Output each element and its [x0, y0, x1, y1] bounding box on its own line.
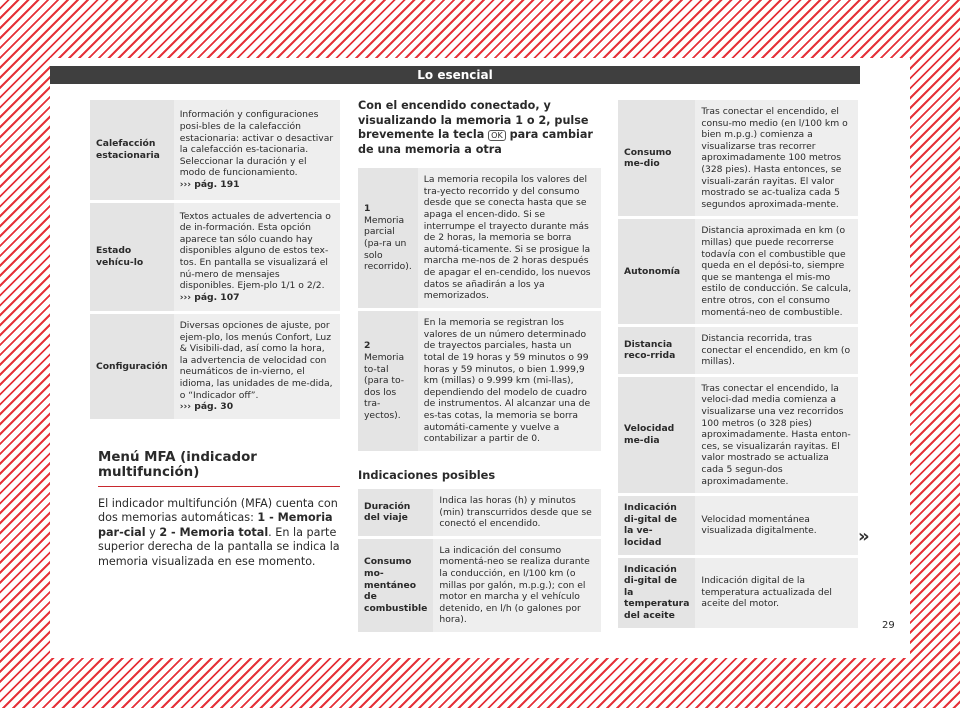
continue-arrow-icon: » [858, 526, 870, 547]
row-text: Diversas opciones de ajuste, por ejem-plo, los menús Confort, Luz & Visibili-dad, así como la hora, la advertencia de velocidad con neumáticos de in-vierno, el idioma, las unidades de me-dida, o “Indicador off”. ››› pág. 30 [174, 314, 340, 419]
row-key: Duración del viaje [358, 489, 433, 536]
row-key: Indicación di-gital de la temperatura del aceite [618, 558, 695, 628]
row-text: Velocidad momentánea visualizada digitalmente. [695, 496, 858, 554]
row-text: Tras conectar el encendido, la veloci-dad media comienza a visualizarse una vez recorridos 100 metros (o 328 pies) aproximadamente. Hasta enton-ces, se visualizarán rayitas. El valor mostrado se actualiza cada 5 segun-dos aproximadamente. [695, 377, 858, 493]
row-text: En la memoria se registran los valores de un número determinado de trayectos parciales, hasta un total de 19 horas y 59 minutos o 99 horas y 59 minutos, o bien 1.999,9 km (millas) o 9.999 km (mi-llas), dependiendo del modelo de cuadro de instrumentos. Al alcanzar una de es-tas cotas, la memoria se borra automáti-camente y vuelve a contabilizar a partir de 0. [418, 311, 601, 451]
column-right [618, 97, 858, 631]
row-key: Distancia reco-rrida [618, 327, 695, 374]
table-row [618, 558, 858, 628]
page-number: 29 [882, 620, 895, 631]
section-paragraph: El indicador multifunción (MFA) cuenta con dos memorias automáticas: 1 - Memoria par-cial y 2 - Memoria total. En la parte superior derecha de la pantalla se indica la memoria visualizada en ese momento. [98, 496, 340, 568]
row-text: Indicación digital de la temperatura actualizada del aceite del motor. [695, 558, 858, 628]
subsection-title: Indicaciones posibles [358, 468, 496, 482]
table-row [618, 377, 858, 493]
column-middle [358, 97, 601, 635]
table-row [358, 489, 601, 536]
table-row [618, 100, 858, 216]
row-text: Tras conectar el encendido, el consu-mo medio (en l/100 km o bien m.p.g.) comienza a visualizarse tras recorrer aproximadamente 100 metros (328 pies). Hasta entonces, se visuali-zarán rayitas. El valor mostrado se ac-tualiza cada 5 segundos aproximada-mente. [695, 100, 858, 216]
row-key: Velocidad me-dia [618, 377, 695, 493]
row-key: Calefacción estacionaria [90, 100, 174, 200]
memory-table [358, 165, 601, 454]
row-text: Información y configuraciones posi-bles de la calefacción estacionaria: activar o desactivar la calefacción es-tacionaria. Seleccionar la duración y el modo de funcionamiento. ››› pág. 191 [174, 100, 340, 200]
table-row [618, 496, 858, 554]
indications-table-continued [618, 97, 858, 631]
page-reference[interactable]: ››› pág. 191 [179, 178, 240, 190]
section-title: Menú MFA (indicador multifunción) [98, 449, 257, 480]
row-text: La memoria recopila los valores del tra-yecto recorrido y del consumo desde que se conecta hasta que se apaga el encen-dido. Si se interrumpe el trayecto durante más de 2 horas, la memoria se borra automá-ticamente. Si se prosigue la marcha me-nos de 2 horas después de apagar el en-cendido, los nuevos datos se añadirán a los ya memorizados. [418, 168, 601, 308]
section-divider [98, 486, 340, 487]
menu-options-table [90, 97, 340, 422]
table-row [358, 168, 601, 308]
row-key: Consumo mo-mentáneo de combustible [358, 539, 433, 632]
page-reference[interactable]: ››› pág. 107 [179, 291, 240, 303]
table-row [358, 539, 601, 632]
row-key: Estado vehícu-lo [90, 203, 174, 311]
table-row [618, 219, 858, 324]
row-text: La indicación del consumo momentá-neo se realiza durante la conducción, en l/100 km (o millas por galón, m.p.g.); con el motor en marcha y el vehículo detenido, en l/h (o galones por hora). [433, 539, 601, 632]
indications-table [358, 486, 601, 635]
row-text: Textos actuales de advertencia o de in-formación. Esta opción aparece tan sólo cuando hay disponibles alguno de estos tex-tos. En pantalla se visualizará el nú-mero de mensajes disponibles. Ejem-plo 1/1 o 2/2. ››› pág. 107 [174, 203, 340, 311]
row-text: Distancia recorrida, tras conectar el encendido, en km (o millas). [695, 327, 858, 374]
row-key: 2 Memoria to-tal (para to-dos los tra-yectos). [358, 311, 418, 451]
page-header: Lo esencial [50, 66, 860, 84]
row-text: Indica las horas (h) y minutos (min) transcurridos desde que se conectó el encendido. [433, 489, 601, 536]
row-key: Configuración [90, 314, 174, 419]
row-key: Autonomía [618, 219, 695, 324]
table-row [90, 203, 340, 311]
row-key: Consumo me-dio [618, 100, 695, 216]
row-text: Distancia aproximada en km (o millas) que puede recorrerse todavía con el combustible que queda en el depósi-to, siempre que se mantenga el mis-mo estilo de conducción. Se calcula, entre otros, con el consumo momentá-neo de combustible. [695, 219, 858, 324]
table-row [358, 311, 601, 451]
ok-key-icon: OK [488, 130, 506, 141]
table-row [90, 100, 340, 200]
lead-instruction: Con el encendido conectado, y visualizando la memoria 1 o 2, pulse brevemente la tecla OK para cambiar de una memoria a otra [358, 99, 593, 156]
column-left [90, 97, 340, 569]
table-row [618, 327, 858, 374]
page-reference[interactable]: ››› pág. 30 [179, 401, 234, 413]
table-row [90, 314, 340, 419]
row-key: 1 Memoria parcial (pa-ra un solo recorrido). [358, 168, 418, 308]
row-key: Indicación di-gital de la ve-locidad [618, 496, 695, 554]
